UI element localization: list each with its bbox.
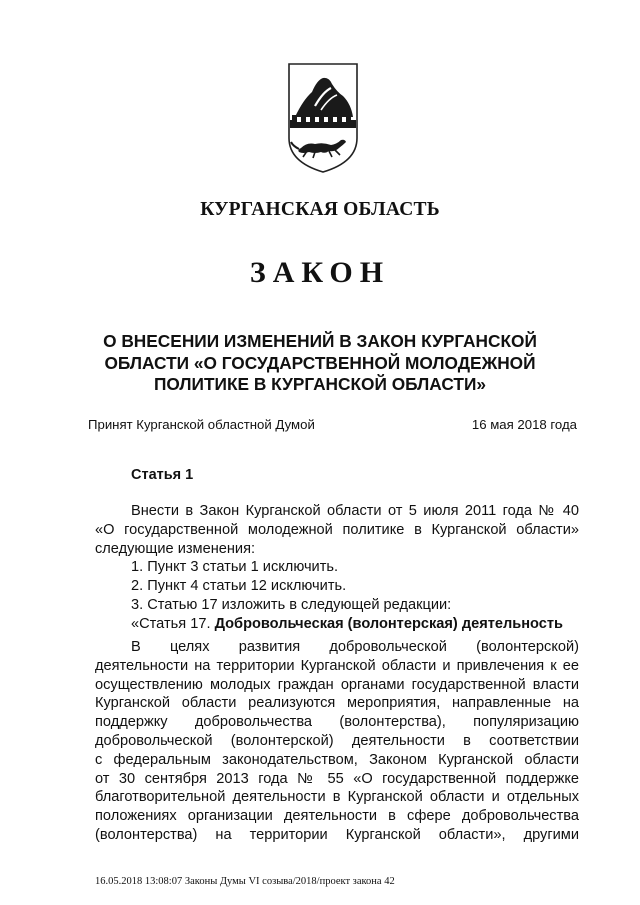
amendment-item: 3. Статью 17 изложить в следующей редакции: — [131, 596, 452, 613]
paragraph-line: благотворительной деятельности в Курганской области и отдельных — [95, 789, 579, 806]
intro-line: следующие изменения: — [95, 540, 256, 557]
region-name: КУРГАНСКАЯ ОБЛАСТЬ — [200, 199, 440, 220]
paragraph-line: В целях развития добровольческой (волонтерской) — [131, 639, 579, 655]
new-article-heading — [95, 615, 579, 634]
article-heading: Статья 1 — [131, 467, 194, 483]
kurgan-region-coat-of-arms-icon — [285, 62, 361, 174]
amendment-item: 2. Пункт 4 статьи 12 исключить. — [131, 578, 347, 595]
document-type: ЗАКОН — [249, 256, 391, 289]
paragraph-line: осуществлению молодых граждан органами государственной власти — [95, 676, 579, 693]
new-article-title: Добровольческая (волонтерская) деятельность — [214, 615, 564, 632]
paragraph-line: добровольческой (волонтерской) деятельности в соответствии — [95, 732, 579, 749]
document-footer: 16.05.2018 13:08:07 Законы Думы VI созыва/2018/проект закона 42 — [95, 876, 395, 887]
article-1-body — [95, 502, 579, 634]
paragraph-line: с федеральным законодательством, Законом Курганской области — [95, 751, 579, 768]
paragraph-line: деятельности на территории Курганской области и привлечения к ее — [95, 657, 579, 674]
document-title-line: ПОЛИТИКЕ В КУРГАНСКОЙ ОБЛАСТИ» — [154, 374, 486, 394]
intro-line: Внести в Закон Курганской области от 5 июля 2011 года № 40 — [131, 503, 579, 519]
paragraph-line: поддержку добровольчества (волонтерства), популяризацию — [95, 714, 579, 731]
document-title-line: О ВНЕСЕНИИ ИЗМЕНЕНИЙ В ЗАКОН КУРГАНСКОЙ — [103, 331, 537, 351]
adoption-date: 16 мая 2018 года — [471, 417, 577, 432]
adopted-by: Принят Курганской областной Думой — [88, 417, 315, 432]
paragraph-line: от 30 сентября 2013 года № 55 «О государственной поддержке — [95, 770, 579, 787]
intro-line: «О государственной молодежной политике в Курганской области» — [95, 521, 579, 538]
paragraph-line: (волонтерства) на территории Курганской области», другими — [95, 826, 579, 843]
paragraph-line: Курганской области реализуются мероприятия, направленные на — [95, 695, 579, 712]
adoption-info — [88, 417, 577, 432]
paragraph-line: положениях организации деятельности в сфере добровольчества — [95, 808, 579, 825]
amendment-item: 1. Пункт 3 статьи 1 исключить. — [131, 559, 339, 576]
new-article-prefix: «Статья 17. — [131, 615, 215, 632]
document-title — [60, 331, 580, 396]
document-title-line: ОБЛАСТИ «О ГОСУДАРСТВЕННОЙ МОЛОДЕЖНОЙ — [104, 352, 536, 373]
new-article-paragraph — [95, 638, 579, 845]
